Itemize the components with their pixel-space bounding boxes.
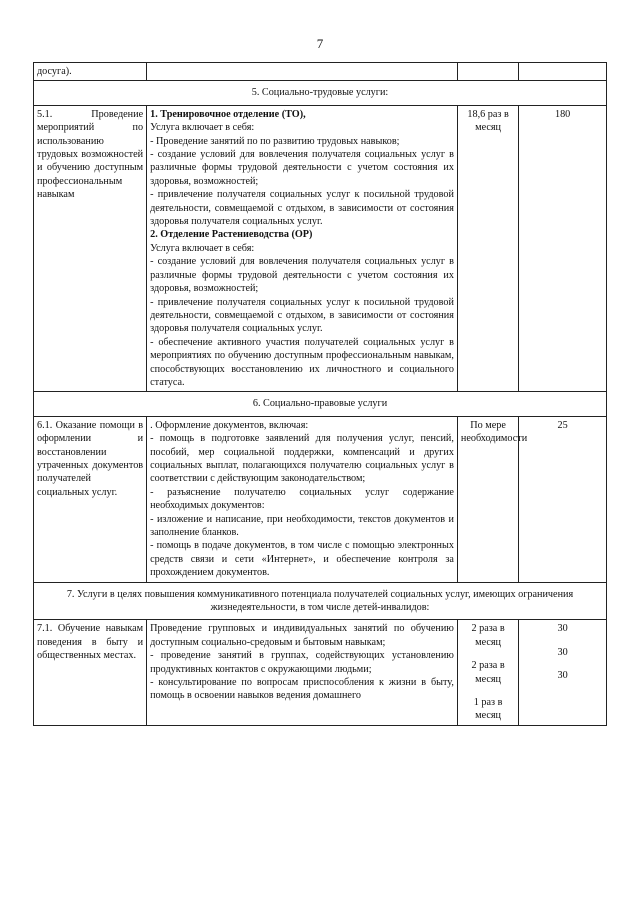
- section-header-row: [34, 392, 607, 416]
- table-row: [34, 620, 607, 725]
- page-number: 7: [316, 36, 324, 51]
- section-header-row: [34, 582, 607, 620]
- service-name-cell: 6.1. Оказание помощи в оформлении и восстановлении утраченных документов получателей социальных услуг.: [34, 416, 147, 582]
- description-line: - разъяснение получателю социальных услуг содержание необходимых документов:: [150, 486, 454, 512]
- volume-cell: [519, 63, 607, 81]
- frequency-value: 1 раз в месяц: [473, 697, 503, 722]
- description-line: Проведение групповых и индивидуальных занятий по обучению доступным социально-средовым и бытовым навыкам;: [150, 623, 454, 648]
- section-header: 6. Социально-правовые услуги: [34, 392, 607, 416]
- block-title: 1. Тренировочное отделение (ТО),: [150, 108, 306, 120]
- table-row: [34, 63, 607, 81]
- section-header: 5. Социально-трудовые услуги:: [34, 81, 607, 105]
- description-line: - создание условий для вовлечения получателя социальных услуг в различные формы трудовой деятельности с учетом состояния их здоровья, возможностей;: [150, 149, 454, 187]
- description-line: - привлечение получателя социальных услуг к посильной трудовой деятельности, совмещаемой с отдыхом, в зависимости от состояния здоровья получателя социальных услуг.: [150, 189, 454, 228]
- frequency-cell: 18,6 раз в месяц: [457, 105, 518, 392]
- description-line: Услуга включает в себя:: [150, 122, 255, 134]
- service-name-cell: 5.1. Проведение мероприятий по использованию трудовых возможностей и обучению доступным профессиональным навыкам: [34, 105, 147, 392]
- description-line: - Проведение занятий по по развитию трудовых навыков;: [150, 135, 400, 147]
- volume-value: 30: [557, 670, 568, 682]
- frequency-value: 2 раза в месяц: [471, 623, 505, 648]
- volume-value: 30: [557, 623, 568, 635]
- volume-cell: 180: [519, 105, 607, 392]
- description-line: - привлечение получателя социальных услуг к посильной трудовой деятельности, совмещаемой с отдыхом, в зависимости от состояния здоровья получателя социальных услуг.: [150, 296, 454, 335]
- table-row: [34, 416, 607, 582]
- table-row: [34, 105, 607, 392]
- volume-cell: [519, 620, 607, 725]
- frequency-cell: По мере необходимости: [457, 416, 518, 582]
- section-header-row: [34, 81, 607, 105]
- description-line: - проведение занятий в группах, содействующих установлению продуктивных контактов с окружающими людьми;: [150, 650, 454, 675]
- description-line: . Оформление документов, включая:: [150, 419, 309, 431]
- description-cell: [147, 63, 458, 81]
- description-line: - помощь в подготовке заявлений для получения услуг, пенсий, пособий, мер социальной поддержки, компенсаций и других социальных выплат, полагающихся получателю социальных услуг в соответствии с действующим законодательством;: [150, 433, 454, 485]
- description-line: - консультирование по вопросам приспособления к жизни в быту, помощь в освоении навыков ведения домашнего: [150, 677, 454, 702]
- description-line: - создание условий для вовлечения получателя социальных услуг в различные формы трудовой деятельности с учетом состояния их здоровья, возможностей;: [150, 256, 454, 295]
- block-title: 2. Отделение Растениеводства (ОР): [150, 229, 313, 241]
- volume-cell: 25: [519, 416, 607, 582]
- frequency-cell: [457, 620, 518, 725]
- description-cell: [147, 620, 458, 725]
- description-line: Услуга включает в себя:: [150, 242, 255, 254]
- description-cell: [147, 105, 458, 392]
- frequency-value: 2 раза в месяц: [471, 660, 505, 685]
- description-line: - обеспечение активного участия получателей социальных услуг в мероприятиях по обучению доступным профессиональным навыкам, способствующих восстановлению их личностного и социального статуса.: [150, 336, 454, 388]
- section-header: 7. Услуги в целях повышения коммуникативного потенциала получателей социальных услуг, имеющих ограничения жизнедеятельности, в том числе детей-инвалидов:: [34, 582, 607, 620]
- description-cell: [147, 416, 458, 582]
- description-line: - изложение и написание, при необходимости, текстов документов и заполнение бланков.: [150, 513, 454, 538]
- service-name-cell: досуга).: [34, 63, 147, 81]
- frequency-cell: [457, 63, 518, 81]
- services-table: [33, 62, 607, 726]
- description-line: - помощь в подаче документов, в том числе с помощью электронных средств связи и сети «Интернет», и обеспечение контроля за прохождением документов.: [150, 540, 454, 579]
- service-name-cell: 7.1. Обучение навыкам поведения в быту и общественных местах.: [34, 620, 147, 725]
- volume-value: 30: [557, 646, 568, 658]
